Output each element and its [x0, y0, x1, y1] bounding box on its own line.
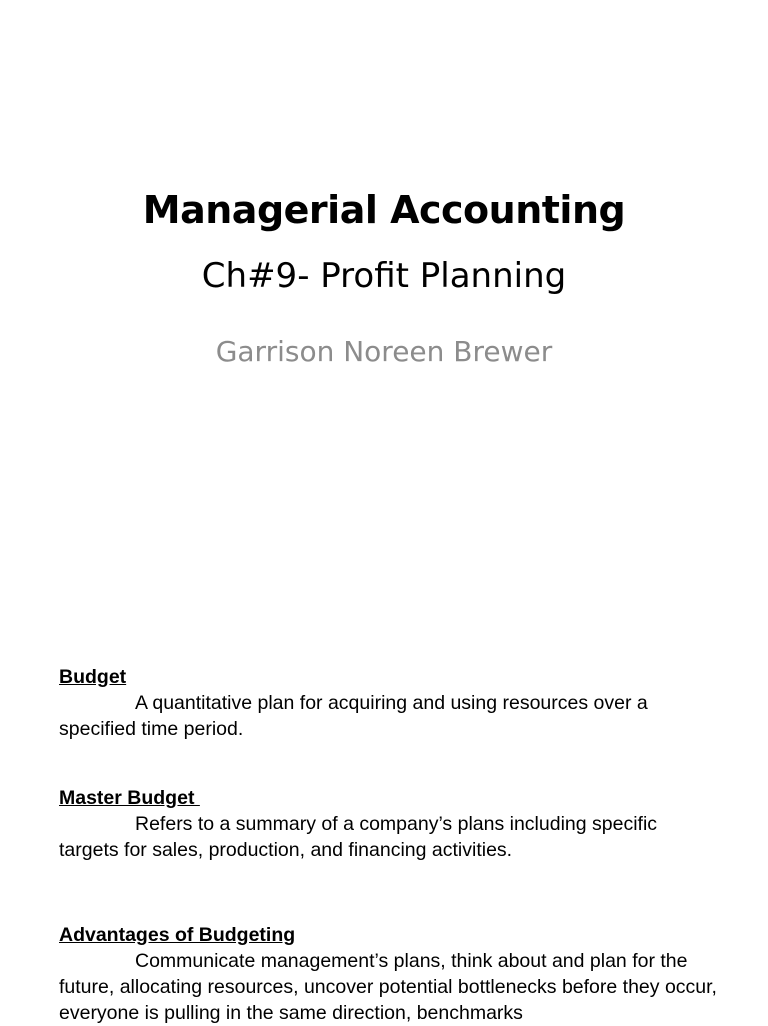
- document-body: [59, 664, 719, 1026]
- section-budget: [59, 664, 719, 742]
- section-heading: Master Budget: [59, 787, 200, 809]
- document-title: Managerial Accounting: [142, 188, 626, 232]
- section-text: Refers to a summary of a company’s plans including specific targets for sales, production, and financing activities.: [59, 813, 658, 861]
- section-master-budget: [59, 785, 719, 863]
- section-text: Communicate management’s plans, think about and plan for the future, allocating resources, uncover potential bottlenecks before they occur, everyone is pulling in the same direction, benchmarks: [59, 950, 717, 1024]
- section-text: A quantitative plan for acquiring and using resources over a specified time period.: [59, 692, 648, 740]
- section-heading: Budget: [59, 666, 127, 688]
- author-names: Garrison Noreen Brewer: [215, 335, 553, 368]
- chapter-subtitle: Ch#9- Profit Planning: [201, 256, 567, 296]
- section-heading: Advantages of Budgeting: [59, 924, 296, 946]
- section-advantages: [59, 922, 719, 1026]
